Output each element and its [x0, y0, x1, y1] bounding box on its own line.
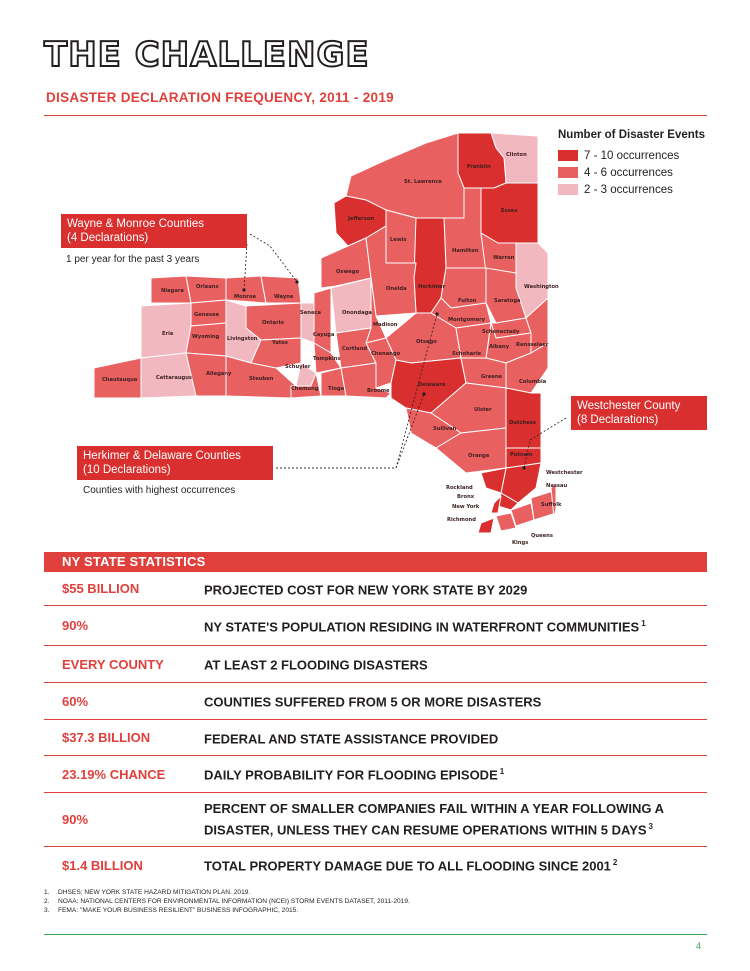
map-label-broome: Broome — [367, 388, 390, 394]
map-label-monroe: Monroe — [234, 294, 257, 300]
map-label-livingston: Livingston — [227, 336, 258, 342]
map-label-greene: Greene — [481, 374, 503, 380]
map-label-otsego: Otsego — [416, 339, 437, 345]
legend-item — [558, 181, 718, 198]
callout-subtitle: (8 Declarations) — [577, 414, 659, 426]
legend-swatch-high — [558, 150, 578, 161]
stats-header: NY STATE STATISTICS — [44, 552, 707, 572]
callout-note-herkimer-delaware: Counties with highest occurrences — [83, 485, 236, 496]
callout-wayne-monroe — [61, 214, 247, 248]
footnote: 3. FEMA: "MAKE YOUR BUSINESS RESILIENT" BUSINESS INFOGRAPHIC, 2015. — [44, 907, 299, 914]
map-label-warren: Warren — [493, 255, 515, 261]
map-label-orleans: Orleans — [196, 284, 219, 290]
stat-value: $1.4 BILLION — [62, 857, 143, 873]
callout-herkimer-delaware — [77, 446, 273, 480]
map-label-tioga: Tioga — [328, 386, 345, 392]
stat-value: $55 BILLION — [62, 581, 140, 596]
stat-value: 90% — [62, 618, 89, 633]
map-label-schoharie: Schoharie — [452, 351, 482, 357]
map-label-fulton: Fulton — [458, 298, 477, 304]
map-label-wayne: Wayne — [274, 294, 294, 300]
legend-title: Number of Disaster Events — [558, 129, 705, 141]
map-label-tompkins: Tompkins — [313, 356, 341, 362]
footnote: 1. DHSES: NEW YORK STATE HAZARD MITIGATION PLAN. 2019. — [44, 889, 251, 896]
stat-value: EVERY COUNTY — [62, 656, 164, 672]
map-label-rensselaer: Rensselaer — [516, 342, 549, 348]
county-cayuga — [314, 288, 331, 353]
callout-subtitle: (4 Declarations) — [67, 232, 149, 244]
map-label-yates: Yates — [272, 340, 288, 346]
callout-title: Wayne & Monroe Counties — [67, 218, 205, 230]
map-label-cayuga: Cayuga — [313, 332, 335, 338]
stat-row — [44, 683, 707, 720]
page-number: 4 — [696, 941, 702, 951]
map-label-delaware: Delaware — [418, 382, 446, 388]
legend-swatch-mid — [558, 167, 578, 178]
stat-description: AT LEAST 2 FLOODING DISASTERS — [204, 657, 428, 673]
footnote: 2. NOAA: NATIONAL CENTERS FOR ENVIRONMENTAL INFORMATION (NCEI) STORM EVENTS DATASET, 2011-2019. — [44, 898, 410, 905]
map-label-bronx: Bronx — [457, 494, 475, 500]
legend-item — [558, 147, 718, 164]
map-label-steuben: Steuben — [249, 376, 274, 382]
map-label-chenango: Chenango — [371, 351, 401, 357]
map-label-washington: Washington — [524, 284, 559, 290]
map-legend — [558, 129, 718, 198]
map-label-schenectady: Schenectady — [482, 329, 520, 335]
title-divider — [44, 115, 707, 116]
legend-label: 4 - 6 occurrences — [584, 166, 673, 179]
map-label-nassau: Nassau — [546, 483, 568, 489]
page-subtitle: DISASTER DECLARATION FREQUENCY, 2011 - 2019 — [46, 90, 394, 105]
map-label-sullivan: Sullivan — [433, 426, 457, 432]
map-label-seneca: Seneca — [300, 310, 322, 316]
map-label-putnam: Putnam — [510, 452, 533, 458]
map-label-columbia: Columbia — [519, 379, 547, 385]
map-label-oneida: Oneida — [386, 286, 407, 292]
map-label-oswego: Oswego — [336, 269, 360, 275]
footnotes — [44, 888, 410, 915]
stat-description: TOTAL PROPERTY DAMAGE DUE TO ALL FLOODING SINCE 2001 $^2$ — [204, 858, 618, 874]
stat-value: 23.19% CHANCE — [62, 766, 166, 782]
map-label-ontario: Ontario — [262, 320, 284, 326]
county-rockland — [481, 468, 506, 493]
map-label-niagara: Niagara — [161, 288, 184, 294]
map-label-montgomery: Montgomery — [448, 317, 486, 323]
map-label-jefferson: Jefferson — [348, 216, 375, 222]
map-label-genesee: Genesee — [194, 312, 220, 318]
page-title: THE CHALLENGE — [44, 35, 370, 75]
map-label-richmond: Richmond — [447, 517, 476, 523]
map-label-onondaga: Onondaga — [342, 310, 372, 316]
stat-row — [44, 847, 707, 883]
callout-title: Herkimer & Delaware Counties — [83, 450, 241, 462]
stat-description: FEDERAL AND STATE ASSISTANCE PROVIDED — [204, 731, 499, 747]
stat-value: $37.3 BILLION — [62, 730, 151, 745]
map-label-albany: Albany — [489, 344, 510, 350]
map-label-rockland: Rockland — [446, 485, 473, 491]
map-label-wyoming: Wyoming — [192, 334, 220, 340]
legend-label: 2 - 3 occurrences — [584, 183, 673, 196]
stat-description: NY STATE'S POPULATION RESIDING IN WATERFRONT COMMUNITIES $^1$ — [204, 618, 646, 635]
map-label-erie: Erie — [162, 331, 174, 337]
legend-label: 7 - 10 occurrences — [584, 149, 680, 162]
map-label-st-lawrence: St. Lawrence — [404, 179, 442, 185]
map-label-clinton: Clinton — [506, 152, 527, 158]
callout-subtitle: (10 Declarations) — [83, 464, 171, 476]
county-new-york — [491, 496, 501, 513]
stat-description: PROJECTED COST FOR NEW YORK STATE BY 2029 — [204, 582, 528, 598]
map-label-chautauqua: Chautauqua — [102, 377, 138, 383]
footer-divider — [44, 934, 707, 935]
callout-title: Westchester County — [577, 400, 681, 412]
stat-description: COUNTIES SUFFERED FROM 5 OR MORE DISASTERS — [204, 694, 542, 710]
county-richmond — [478, 518, 494, 533]
map-label-saratoga: Saratoga — [494, 298, 521, 304]
map-label-madison: Madison — [373, 322, 398, 328]
map-label-lewis: Lewis — [390, 237, 407, 243]
stat-row — [44, 756, 707, 793]
map-label-schuyler: Schuyler — [285, 364, 311, 370]
map-label-suffolk: Suffolk — [541, 502, 562, 508]
stat-row — [44, 793, 707, 847]
map-label-essex: Essex — [501, 208, 518, 214]
map-label-westchester: Westchester — [546, 470, 583, 476]
stat-value: 60% — [62, 693, 89, 709]
map-label-herkimer: Herkimer — [418, 284, 446, 290]
map-label-kings: Kings — [512, 540, 529, 546]
map-label-hamilton: Hamilton — [452, 248, 479, 254]
stat-row — [44, 572, 707, 606]
map-label-franklin: Franklin — [467, 164, 491, 170]
legend-item — [558, 164, 718, 181]
map-label-allegany: Allegany — [206, 371, 232, 377]
legend-swatch-low — [558, 184, 578, 195]
stat-value: 90% — [62, 812, 89, 827]
map-label-chemung: Chemung — [291, 386, 319, 392]
stat-description: PERCENT OF SMALLER COMPANIES FAIL WITHIN A YEAR FOLLOWING A DISASTER, UNLESS THEY CAN RESUME OPERATIONS WITHIN 5 DAYS $^3$ — [204, 800, 664, 838]
map-label-dutchess: Dutchess — [509, 420, 536, 426]
map-label-orange: Orange — [468, 453, 490, 459]
county-dutchess — [506, 388, 541, 448]
map-label-new-york: New York — [452, 504, 480, 510]
stat-row — [44, 606, 707, 646]
stat-description: DAILY PROBABILITY FOR FLOODING EPISODE $^1$ — [204, 767, 505, 783]
map-label-queens: Queens — [531, 533, 553, 539]
map-label-ulster: Ulster — [474, 407, 492, 413]
callout-westchester — [571, 396, 707, 430]
county-onondaga — [331, 278, 371, 333]
map-label-cattaraugus: Cattaraugus — [156, 375, 193, 381]
stat-row — [44, 720, 707, 756]
stat-row — [44, 646, 707, 683]
callout-note-wayne-monroe: 1 per year for the past 3 years — [66, 254, 200, 265]
map-label-cortland: Cortland — [342, 346, 368, 352]
